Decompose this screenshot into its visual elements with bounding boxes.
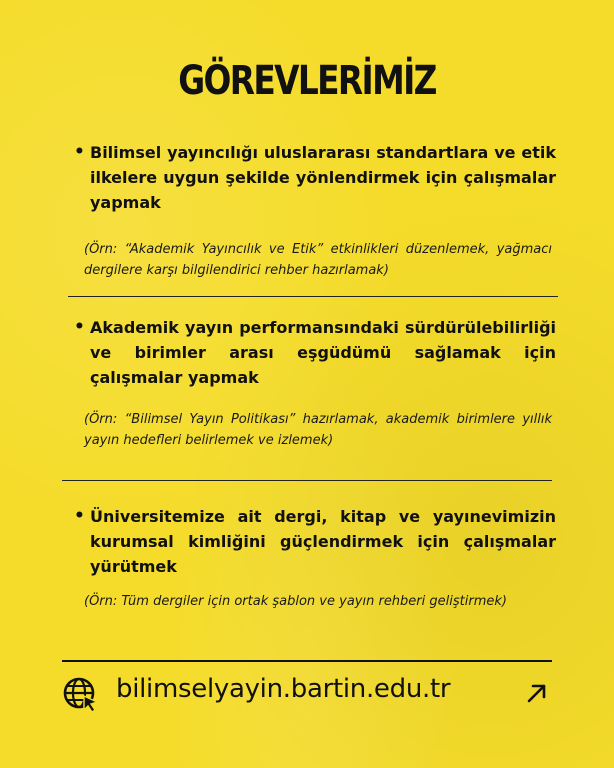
- bullet-icon: •: [74, 142, 85, 162]
- bullet-icon: •: [74, 506, 85, 526]
- page-title: GÖREVLERİMİZ: [178, 58, 436, 104]
- duty-item-1: [74, 140, 556, 215]
- duty-example-3: (Örn: Tüm dergiler için ortak şablon ve yayın rehberi geliştirmek): [84, 594, 507, 609]
- arrow-up-right-icon[interactable]: [524, 680, 550, 706]
- globe-cursor-icon: [62, 676, 100, 714]
- bullet-icon: •: [74, 317, 85, 337]
- footer-divider: [62, 660, 552, 662]
- duty-text: Bilimsel yayıncılığı uluslararası standartlara ve etik ilkelere uygun şekilde yönlendirmek için çalışmalar yapmak: [90, 143, 556, 212]
- website-link[interactable]: bilimselyayin.bartin.edu.tr: [116, 674, 451, 704]
- duty-item-3: [74, 504, 556, 579]
- duty-example-1: (Örn: “Akademik Yayıncılık ve Etik” etkinlikleri düzenlemek, yağmacı dergilere karşı bilgilendirici rehber hazırlamak): [84, 242, 552, 278]
- divider: [68, 296, 558, 297]
- duty-text: Akademik yayın performansındaki sürdürülebilirliği ve birimler arası eşgüdümü sağlamak için çalışmalar yapmak: [90, 318, 556, 387]
- duty-example-2: (Örn: “Bilimsel Yayın Politikası” hazırlamak, akademik birimlere yıllık yayın hedefleri belirlemek ve izlemek): [84, 412, 552, 448]
- divider: [62, 480, 552, 481]
- duty-item-2: [74, 315, 556, 390]
- duty-text: Üniversitemize ait dergi, kitap ve yayınevimizin kurumsal kimliğini güçlendirmek için çalışmalar yürütmek: [90, 507, 556, 576]
